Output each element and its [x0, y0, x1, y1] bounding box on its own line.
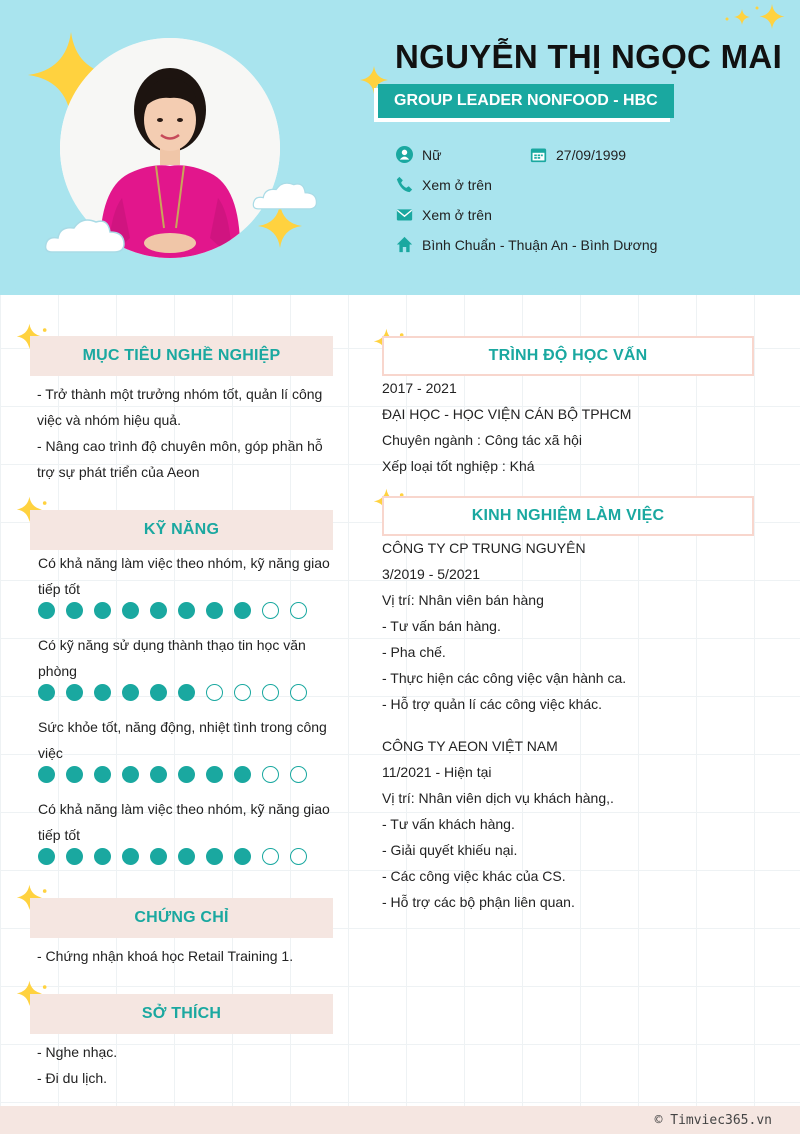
user-icon [396, 146, 413, 163]
rating-dot-filled [150, 684, 167, 701]
gender-item [396, 146, 441, 163]
rating-dot-filled [38, 848, 55, 865]
phone-icon [396, 176, 413, 193]
footer [0, 1106, 800, 1134]
stars-icon [722, 4, 792, 34]
rating-dot-filled [122, 848, 139, 865]
objective-title: MỤC TIÊU NGHỀ NGHIỆP [30, 336, 333, 376]
rating-dot-filled [178, 684, 195, 701]
rating-dot-filled [150, 766, 167, 783]
rating-dot-empty [234, 684, 251, 701]
job-company: CÔNG TY CP TRUNG NGUYÊN [382, 540, 586, 556]
rating-dot-filled [178, 848, 195, 865]
rating-dot-filled [234, 848, 251, 865]
rating-dot-filled [122, 602, 139, 619]
skills-title: KỸ NĂNG [30, 510, 333, 550]
rating-dot-filled [178, 766, 195, 783]
gender-value: Nữ [422, 146, 442, 163]
rating-dot-filled [178, 602, 195, 619]
rating-dot-empty [290, 602, 307, 619]
objective-text: - Trở thành một trưởng nhóm tốt, quản lí công việc và nhóm hiệu quả. - Nâng cao trình độ chuyên môn, góp phần hỗ trợ sự phát triển của Aeon [37, 386, 323, 480]
job-company: CÔNG TY AEON VIỆT NAM [382, 738, 558, 754]
rating-dot-filled [38, 684, 55, 701]
rating-dot-empty [290, 684, 307, 701]
wave-border [0, 268, 800, 308]
skill-rating [38, 602, 318, 619]
candidate-name: NGUYỄN THỊ NGỌC MAI [395, 38, 783, 75]
calendar-icon [530, 146, 547, 163]
position-badge: GROUP LEADER NONFOOD - HBC [378, 84, 674, 118]
education-text: 2017 - 2021 ĐẠI HỌC - HỌC VIỆN CÁN BỘ TPHCM Chuyên ngành : Công tác xã hội Xếp loại tốt nghiệp : Khá [382, 380, 632, 474]
rating-dot-filled [206, 602, 223, 619]
hobbies-title: SỞ THÍCH [30, 994, 333, 1034]
rating-dot-filled [94, 684, 111, 701]
job-period: 3/2019 - 5/2021 [382, 566, 481, 582]
skill-item: Có khả năng làm việc theo nhóm, kỹ năng giao tiếp tốt [38, 801, 330, 843]
rating-dot-empty [262, 766, 279, 783]
job-entry: CÔNG TY AEON VIỆT NAM 11/2021 - Hiện tại Vị trí: Nhân viên dịch vụ khách hàng,. - Tư vấn khách hàng. - Giải quyết khiếu nại. - Các công việc khác của CS. - Hỗ trợ các bộ phận liên quan. [382, 733, 614, 915]
home-icon [396, 236, 413, 253]
certificates-title: CHỨNG CHỈ [30, 898, 333, 938]
rating-dot-empty [262, 848, 279, 865]
job-entry: CÔNG TY CP TRUNG NGUYÊN 3/2019 - 5/2021 Vị trí: Nhân viên bán hàng - Tư vấn bán hàng. - Pha chế. - Thực hiện các công việc vận hành ca. - Hỗ trợ quản lí các công việc khác. [382, 535, 626, 717]
rating-dot-filled [234, 602, 251, 619]
hobbies-text: - Nghe nhạc. - Đi du lịch. [37, 1044, 118, 1086]
cloud-icon [44, 214, 126, 258]
skill-item: Có khả năng làm việc theo nhóm, kỹ năng giao tiếp tốt [38, 555, 330, 597]
address-item [396, 236, 657, 253]
rating-dot-empty [262, 684, 279, 701]
rating-dot-filled [94, 848, 111, 865]
rating-dot-filled [206, 766, 223, 783]
email-item [396, 206, 492, 223]
rating-dot-filled [122, 684, 139, 701]
birthday-value: 27/09/1999 [556, 146, 627, 163]
rating-dot-filled [38, 766, 55, 783]
phone-item [396, 176, 492, 193]
skill-rating [38, 766, 318, 783]
job-period: 11/2021 - Hiện tại [382, 764, 492, 780]
address-value: Bình Chuẩn - Thuận An - Bình Dương [422, 236, 658, 253]
rating-dot-filled [122, 766, 139, 783]
rating-dot-filled [38, 602, 55, 619]
rating-dot-filled [66, 602, 83, 619]
rating-dot-empty [290, 766, 307, 783]
rating-dot-filled [150, 848, 167, 865]
rating-dot-empty [262, 602, 279, 619]
experience-title: KINH NGHIỆM LÀM VIỆC [382, 496, 754, 536]
skill-rating [38, 848, 318, 865]
email-icon [396, 206, 413, 223]
rating-dot-filled [206, 848, 223, 865]
skill-rating [38, 684, 318, 701]
rating-dot-filled [66, 766, 83, 783]
rating-dot-empty [206, 684, 223, 701]
rating-dot-filled [94, 602, 111, 619]
phone-value: Xem ở trên [422, 176, 492, 193]
rating-dot-filled [94, 766, 111, 783]
rating-dot-filled [66, 684, 83, 701]
rating-dot-filled [66, 848, 83, 865]
rating-dot-filled [234, 766, 251, 783]
footer-credit: © Timviec365.vn [654, 1113, 772, 1128]
rating-dot-empty [290, 848, 307, 865]
certificates-text: - Chứng nhận khoá học Retail Training 1. [37, 948, 294, 964]
skill-item: Có kỹ năng sử dụng thành thạo tin học văn phòng [38, 637, 306, 679]
skill-item: Sức khỏe tốt, năng động, nhiệt tình trong công việc [38, 719, 327, 761]
birthday-item [530, 146, 626, 163]
education-title: TRÌNH ĐỘ HỌC VẤN [382, 336, 754, 376]
rating-dot-filled [150, 602, 167, 619]
cloud-icon [252, 178, 318, 214]
email-value: Xem ở trên [422, 206, 492, 223]
